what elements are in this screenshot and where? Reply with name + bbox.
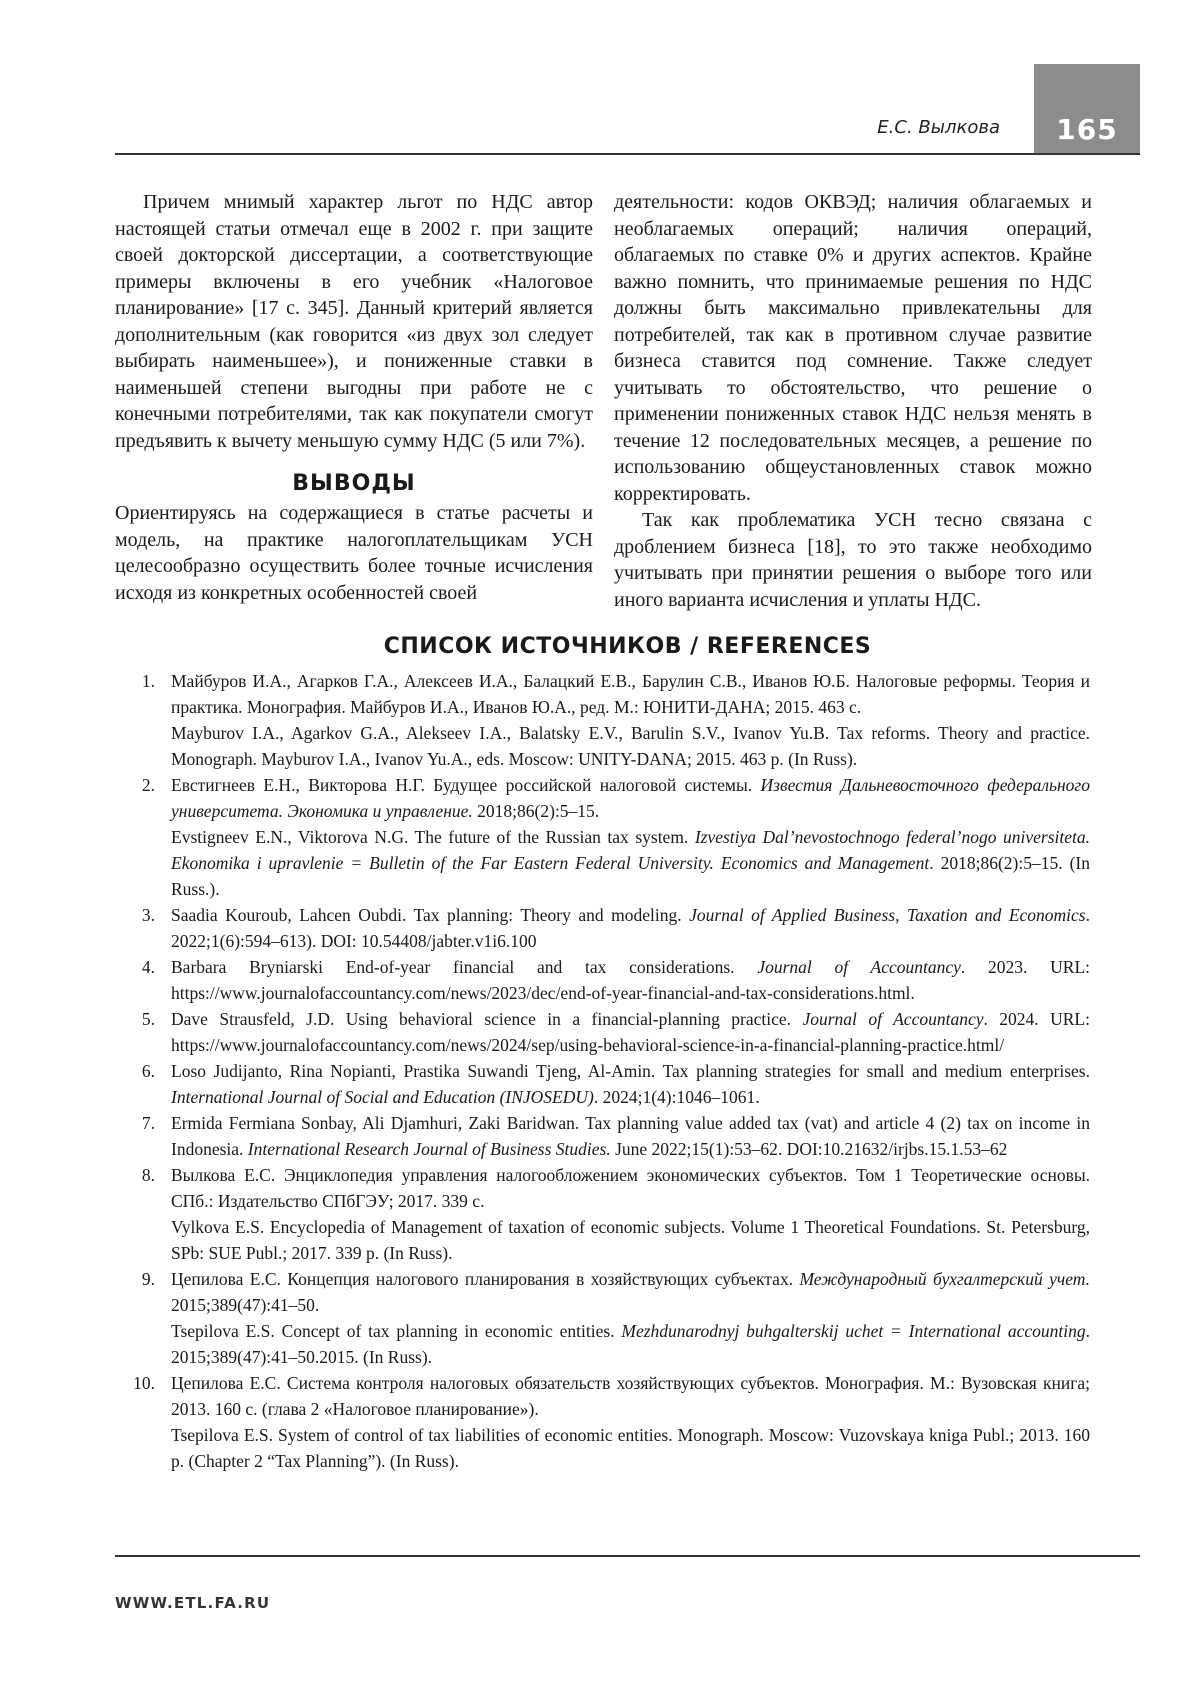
reference-text: Цепилова Е.С. Концепция налогового планирования в хозяйствующих субъектах. bbox=[171, 1269, 800, 1289]
reference-body bbox=[171, 902, 1090, 954]
reference-line bbox=[171, 1266, 1090, 1318]
reference-source-title: Известия Дальневосточного федерального университета. Экономика и управление. bbox=[171, 775, 1090, 821]
reference-text: Mayburov I.A., Agarkov G.A., Alekseev I.A., Balatsky E.V., Barulin S.V., Ivanov Yu.B. Tax reforms. Theory and practice. Monograph. Mayburov I.A., Ivanov Yu.A., eds. Moscow: UNITY-DANA; 2015. 463 p. (In Russ). bbox=[171, 723, 1090, 769]
reference-item bbox=[115, 668, 1090, 772]
reference-text: Dave Strausfeld, J.D. Using behavioral science in a financial-planning practice. bbox=[171, 1009, 803, 1029]
footer-rule bbox=[115, 1555, 1140, 1557]
header-rule bbox=[115, 153, 1140, 155]
reference-text: Tsepilova E.S. System of control of tax liabilities of economic entities. Monograph. Moscow: Vuzovskaya kniga Publ.; 2013. 160 p. (Chapter 2 “Tax Planning”). (In Russ). bbox=[171, 1425, 1090, 1471]
reference-number: 3. bbox=[141, 905, 155, 925]
reference-source-title: International Journal of Social and Education (INJOSEDU) bbox=[171, 1087, 594, 1107]
reference-body bbox=[171, 668, 1090, 772]
page-number-box bbox=[1034, 64, 1140, 154]
reference-text: Ermida Fermiana Sonbay, Ali Djamhuri, Zaki Baridwan. Tax planning value added tax (vat) and article 4 (2) tax on income in Indonesia. bbox=[171, 1113, 1090, 1159]
reference-body bbox=[171, 1370, 1090, 1474]
reference-line bbox=[171, 1058, 1090, 1110]
reference-number: 8. bbox=[141, 1165, 155, 1185]
reference-text: Цепилова Е.С. Система контроля налоговых обязательств хозяйствующих субъектов. Монография. М.: Вузовская книга; 2013. 160 с. (глава 2 «Налоговое планирование»). bbox=[171, 1373, 1090, 1419]
references-list bbox=[115, 668, 1090, 1474]
reference-line bbox=[171, 1006, 1090, 1058]
reference-source-title: Mezhdunarodnyj buhgalterskij uchet = International accounting bbox=[621, 1321, 1086, 1341]
reference-text: Loso Judijanto, Rina Nopianti, Prastika Suwandi Tjeng, Al-Amin. Tax planning strategies for small and medium enterprises. bbox=[171, 1061, 1090, 1081]
reference-item bbox=[115, 902, 1090, 954]
reference-text: June 2022;15(1):53–62. DOI:10.21632/irjbs.15.1.53–62 bbox=[610, 1139, 1008, 1159]
reference-body bbox=[171, 772, 1090, 902]
reference-text: Вылкова Е.С. Энциклопедия управления налогообложением экономических субъектов. Том 1 Теоретические основы. СПб.: Издательство СПбГЭУ; 2017. 339 с. bbox=[171, 1165, 1090, 1211]
reference-text: Vylkova E.S. Encyclopedia of Management of taxation of economic subjects. Volume 1 Theoretical Foundations. St. Petersburg, SPb: SUE Publ.; 2017. 339 p. (In Russ). bbox=[171, 1217, 1090, 1263]
reference-number: 6. bbox=[141, 1061, 155, 1081]
reference-number: 5. bbox=[141, 1009, 155, 1029]
right-paragraph-1: деятельности: кодов ОКВЭД; наличия облагаемых и необлагаемых операций; наличия операций, облагаемых по ставке 0% и других аспектов. Крайне важно помнить, что принимаемые решения по НДС должны быть максимально привлекательны для потребителей, так как в противном случае развитие бизнеса ставится под сомнение. Также следует учитывать то обстоятельство, что решение о применении пониженных ставок НДС нельзя менять в течение 12 последовательных месяцев, а решение по использованию общеустановленных ставок можно корректировать. bbox=[614, 191, 1092, 505]
reference-source-title: Journal of Accountancy bbox=[802, 1009, 984, 1029]
reference-text: . 2018;86(2):5–15. (In Russ.). bbox=[171, 853, 1090, 899]
references-title: СПИСОК ИСТОЧНИКОВ / REFERENCES bbox=[383, 634, 872, 659]
reference-item bbox=[115, 1006, 1090, 1058]
reference-number: 10. bbox=[133, 1373, 155, 1393]
reference-number: 9. bbox=[141, 1269, 155, 1289]
reference-line bbox=[171, 954, 1090, 1006]
reference-item bbox=[115, 1162, 1090, 1266]
reference-body bbox=[171, 1162, 1090, 1266]
reference-item bbox=[115, 1110, 1090, 1162]
reference-text: . 2024;1(4):1046–1061. bbox=[593, 1087, 760, 1107]
reference-line bbox=[171, 1422, 1090, 1474]
reference-line bbox=[171, 1214, 1090, 1266]
reference-source-title: Izvestiya Dal’nevostochnogo federal’nogo universiteta. Ekonomika i upravlenie = Bulletin of the Far Eastern Federal University. Economics and Management bbox=[171, 827, 1090, 873]
reference-line bbox=[171, 772, 1090, 824]
left-paragraph-1: Причем мнимый характер льгот по НДС автор настоящей статьи отмечал еще в 2002 г. при защите своей докторской диссертации, а соответствующие примеры включены в его учебник «Налоговое планирование» [17 с. 345]. Данный критерий является дополнительным (как говорится «из двух зол следует выбирать наименьшее»), и пониженные ставки в наименьшей степени выгодны при работе не с конечными потребителями, так как покупатели смогут предъявить к вычету меньшую сумму НДС (5 или 7%). bbox=[115, 191, 593, 452]
reference-text: Saadia Kouroub, Lahcen Oubdi. Tax planning: Theory and modeling. bbox=[171, 905, 690, 925]
page-number: 165 bbox=[1056, 113, 1118, 146]
reference-body bbox=[171, 1110, 1090, 1162]
left-paragraph-2: Ориентируясь на содержащиеся в статье расчеты и модель, на практике налогоплательщикам УСН целесообразно осуществить более точные исчисления исходя из конкретных особенностей своей bbox=[115, 502, 593, 604]
reference-line bbox=[171, 720, 1090, 772]
reference-source-title: Journal of Accountancy bbox=[757, 957, 961, 977]
reference-line bbox=[171, 1370, 1090, 1422]
reference-source-title: International Research Journal of Business Studies. bbox=[247, 1139, 611, 1159]
reference-text: 2015;389(47):41–50. bbox=[171, 1295, 320, 1315]
reference-text: Майбуров И.А., Агарков Г.А., Алексеев И.А., Балацкий Е.В., Барулин С.В., Иванов Ю.Б. Налоговые реформы. Теория и практика. Монография. Майбуров И.А., Иванов Ю.А., ред. М.: ЮНИТИ-ДАНА; 2015. 463 с. bbox=[171, 671, 1090, 717]
reference-text: Tsepilova E.S. Concept of tax planning in economic entities. bbox=[171, 1321, 622, 1341]
reference-source-title: Journal of Applied Business, Taxation and Economics bbox=[689, 905, 1086, 925]
reference-text: . 2023. URL: https://www.journalofaccountancy.com/news/2023/dec/end-of-year-financial-and-tax-considerations.html. bbox=[171, 957, 1090, 1003]
reference-item bbox=[115, 1058, 1090, 1110]
reference-text: Evstigneev E.N., Viktorova N.G. The future of the Russian tax system. bbox=[171, 827, 695, 847]
reference-body bbox=[171, 1058, 1090, 1110]
reference-body bbox=[171, 954, 1090, 1006]
reference-line bbox=[171, 668, 1090, 720]
reference-number: 1. bbox=[141, 671, 155, 691]
reference-line bbox=[171, 1162, 1090, 1214]
reference-text: . 2024. URL: https://www.journalofaccountancy.com/news/2024/sep/using-behavioral-science-in-a-financial-planning-practice.html/ bbox=[171, 1009, 1090, 1055]
reference-body bbox=[171, 1266, 1090, 1370]
reference-text: . 2022;1(6):594–613). DOI: 10.54408/jabter.v1i6.100 bbox=[171, 905, 1090, 951]
reference-text: Barbara Bryniarski End-of-year financial and tax considerations. bbox=[171, 957, 758, 977]
reference-item bbox=[115, 1266, 1090, 1370]
reference-item bbox=[115, 1370, 1090, 1474]
reference-item bbox=[115, 954, 1090, 1006]
reference-item bbox=[115, 772, 1090, 902]
reference-number: 7. bbox=[141, 1113, 155, 1133]
reference-line bbox=[171, 824, 1090, 902]
reference-line bbox=[171, 1318, 1090, 1370]
reference-line bbox=[171, 1110, 1090, 1162]
reference-text: Евстигнеев Е.Н., Викторова Н.Г. Будущее российской налоговой системы. bbox=[171, 775, 761, 795]
reference-number: 2. bbox=[141, 775, 155, 795]
reference-source-title: Международный бухгалтерский учет. bbox=[799, 1269, 1090, 1289]
conclusions-title: ВЫВОДЫ bbox=[292, 471, 416, 496]
header-author: Е.С. Вылкова bbox=[877, 117, 1000, 138]
right-column bbox=[614, 189, 1092, 613]
reference-text: . 2015;389(47):41–50.2015. (In Russ). bbox=[171, 1321, 1090, 1367]
footer-url: WWW.ETL.FA.RU bbox=[115, 1594, 271, 1612]
reference-number: 4. bbox=[141, 957, 155, 977]
left-column bbox=[115, 189, 593, 606]
reference-body bbox=[171, 1006, 1090, 1058]
reference-text: 2018;86(2):5–15. bbox=[472, 801, 600, 821]
reference-line bbox=[171, 902, 1090, 954]
right-paragraph-2: Так как проблематика УСН тесно связана с дроблением бизнеса [18], то это также необходимо учитывать при принятии решения о выборе того или иного варианта исчисления и уплаты НДС. bbox=[614, 509, 1092, 611]
